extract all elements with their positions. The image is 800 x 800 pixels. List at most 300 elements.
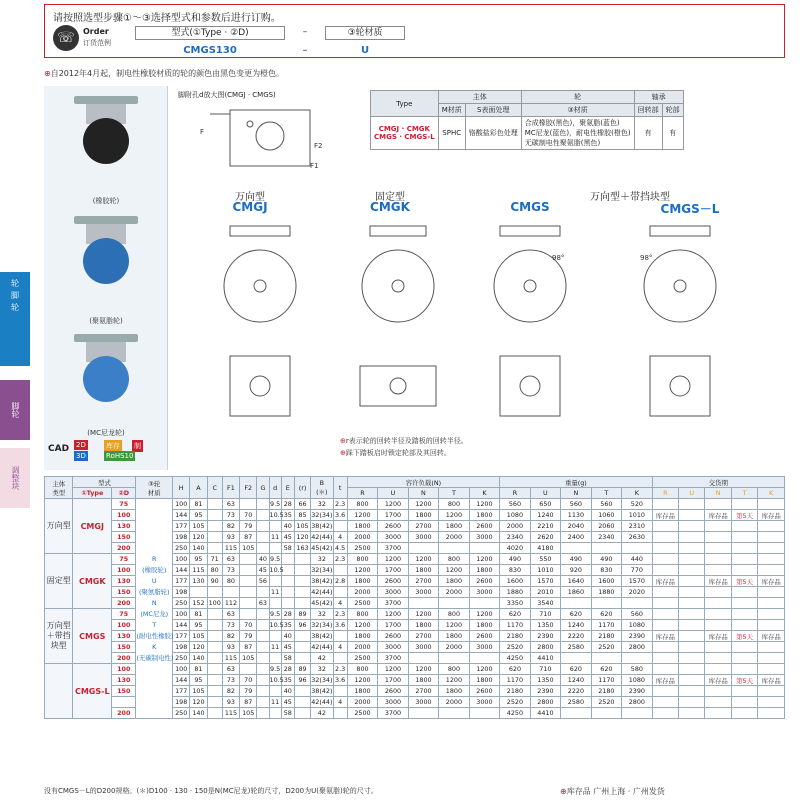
order-box bbox=[44, 4, 785, 58]
cell-b: 45(42) bbox=[311, 544, 333, 552]
cell-load-k: 3000 bbox=[469, 532, 500, 543]
cell-r bbox=[294, 697, 310, 708]
th-del-t: T bbox=[731, 488, 757, 499]
cell-weight-t: 1880 bbox=[591, 587, 621, 598]
cell-load-t: 1800 bbox=[439, 686, 469, 697]
group-name: 万向型 bbox=[45, 499, 73, 554]
cell-load-r: 2000 bbox=[347, 587, 377, 598]
cell-delivery-t bbox=[731, 708, 757, 719]
detail-drawing bbox=[190, 104, 340, 174]
angle-label-2: 98° bbox=[640, 254, 653, 262]
cell-delivery-k bbox=[758, 642, 785, 653]
cell-weight-n bbox=[561, 708, 591, 719]
spec-data-table bbox=[44, 476, 785, 719]
cell-b: 42(44) bbox=[311, 588, 333, 596]
cell-r: 96 bbox=[294, 620, 310, 631]
cell-delivery-t bbox=[731, 642, 757, 653]
cell-load-k: 1800 bbox=[469, 565, 500, 576]
cell-c bbox=[207, 510, 222, 521]
cell-delivery-t bbox=[731, 620, 757, 631]
cell-h: 100 bbox=[173, 664, 190, 675]
cell-weight-t: 1170 bbox=[591, 620, 621, 631]
cell-weight-u: 1570 bbox=[530, 576, 560, 587]
cell-t: 2.3 bbox=[333, 499, 347, 510]
cell-load-t: 2000 bbox=[439, 642, 469, 653]
cell-e: 45 bbox=[281, 642, 294, 653]
cell-h: 198 bbox=[173, 532, 190, 543]
cell-b: 38(42) bbox=[311, 577, 333, 585]
cell-load-k: 1200 bbox=[469, 554, 500, 565]
order-field-material: ③轮材质 bbox=[325, 26, 405, 40]
cell-load-u: 1200 bbox=[378, 554, 408, 565]
th-load-r: R bbox=[347, 488, 377, 499]
cell-delivery-n bbox=[705, 653, 731, 664]
cell-t: 4 bbox=[333, 532, 347, 543]
cell-delivery-r bbox=[652, 708, 678, 719]
cell-t bbox=[333, 686, 347, 697]
cell-delivery-t bbox=[731, 521, 757, 532]
cell-delivery-n bbox=[705, 664, 731, 675]
badge-2d[interactable]: 2D bbox=[76, 441, 86, 449]
cell-load-u: 2600 bbox=[378, 631, 408, 642]
cell-load-t bbox=[439, 653, 469, 664]
cell-weight-k: 1080 bbox=[622, 620, 653, 631]
spec-mat: SPHC bbox=[438, 117, 465, 150]
cell-weight-t: 2060 bbox=[591, 521, 621, 532]
cell-f1: 73 bbox=[222, 675, 239, 686]
footnote-1: ⊕r表示轮的回转半径及踏板的回转半径。 bbox=[340, 437, 468, 445]
cell-weight-u: 650 bbox=[530, 499, 560, 510]
cell-weight-n: 1130 bbox=[561, 510, 591, 521]
cell-b: 42(44) bbox=[311, 533, 333, 541]
cell-t: 4 bbox=[333, 598, 347, 609]
spec-h-type: Type bbox=[371, 91, 439, 117]
cell-h: 144 bbox=[173, 675, 190, 686]
bottom-note: 没有CMGS－L的D200规格。(＊)D100 · 130 · 150是N(MC尼龙)轮的尺寸，D200为U(聚氨脂)轮的尺寸。 bbox=[44, 787, 378, 795]
cell-weight-n bbox=[561, 598, 591, 609]
cell-h: 250 bbox=[173, 543, 190, 554]
cell-a: 105 bbox=[190, 631, 207, 642]
cell-load-r: 1200 bbox=[347, 565, 377, 576]
cell-delivery-r bbox=[652, 664, 678, 675]
cell-f1: 63 bbox=[222, 554, 239, 565]
cell-load-n: 1800 bbox=[408, 620, 438, 631]
cell-delivery-t bbox=[731, 697, 757, 708]
cell-r: 89 bbox=[294, 609, 310, 620]
spec-wheel-mat: 合成橡胶(黑色)，聚氨脂(蓝色) MC尼龙(蓝色)，耐电性橡胶(橙色) 无碳制电性聚氨脂(黑色) bbox=[521, 117, 634, 150]
th-E: E bbox=[281, 477, 294, 499]
cell-load-k: 2600 bbox=[469, 576, 500, 587]
cell-weight-n: 560 bbox=[561, 499, 591, 510]
cell-load-k: 1800 bbox=[469, 510, 500, 521]
cell-load-u: 2600 bbox=[378, 521, 408, 532]
spec-types: CMGJ · CMGK CMGS · CMGS-L bbox=[371, 117, 439, 150]
cell-h: 177 bbox=[173, 631, 190, 642]
th-d: d bbox=[269, 477, 281, 499]
cell-c bbox=[207, 675, 222, 686]
cell-delivery-t: 第5天 bbox=[731, 510, 757, 521]
cell-f1: 73 bbox=[222, 620, 239, 631]
code-cmgj: CMGJ bbox=[232, 200, 268, 214]
cell-delivery-u bbox=[679, 554, 705, 565]
cell-weight-u: 550 bbox=[530, 554, 560, 565]
cell-a: 120 bbox=[190, 697, 207, 708]
cell-delivery-t: 第5天 bbox=[731, 675, 757, 686]
spec-h-wheel: 轮 bbox=[521, 91, 634, 104]
cell-load-r: 2000 bbox=[347, 532, 377, 543]
cell-f2: 105 bbox=[240, 708, 257, 719]
cell-load-k bbox=[469, 708, 500, 719]
cell-load-r: 1200 bbox=[347, 675, 377, 686]
side-tab-caster[interactable]: 轮 脚 轮 bbox=[0, 272, 30, 366]
cell-b: 32 bbox=[311, 499, 333, 510]
cell-a: 81 bbox=[190, 609, 207, 620]
th-load-n: N bbox=[408, 488, 438, 499]
cell-f2 bbox=[240, 587, 257, 598]
cell-delivery-r: 库存品 bbox=[652, 510, 678, 521]
cell-load-n: 2700 bbox=[408, 576, 438, 587]
cell-d bbox=[269, 598, 281, 609]
cell-load-k: 2600 bbox=[469, 521, 500, 532]
cell-delivery-t: 第5天 bbox=[731, 576, 757, 587]
side-tab-adjust[interactable]: 调整块 bbox=[0, 448, 30, 508]
cell-load-u: 2600 bbox=[378, 576, 408, 587]
cell-c bbox=[207, 686, 222, 697]
cell-weight-r: 830 bbox=[500, 565, 530, 576]
code-cmgs-l: CMGS－L bbox=[660, 202, 720, 216]
cell-g bbox=[257, 642, 269, 653]
cell-load-n: 3000 bbox=[408, 642, 438, 653]
cell-f1: 93 bbox=[222, 532, 239, 543]
cell-f2: 87 bbox=[240, 642, 257, 653]
caster-photo-nylon bbox=[74, 334, 138, 402]
cell-c bbox=[207, 653, 222, 664]
th-wheel-mat: ③轮 材质 bbox=[136, 477, 173, 499]
cell-weight-r: 1880 bbox=[500, 587, 530, 598]
cell-g bbox=[257, 510, 269, 521]
cell-g bbox=[257, 609, 269, 620]
cell-load-u: 3000 bbox=[378, 587, 408, 598]
cell-delivery-u bbox=[679, 609, 705, 620]
cell-a: 152 bbox=[190, 598, 207, 609]
cell-f2: 70 bbox=[240, 510, 257, 521]
cell-weight-u: 2010 bbox=[530, 587, 560, 598]
cell-g bbox=[257, 653, 269, 664]
cell-delivery-r bbox=[652, 554, 678, 565]
cell-delivery-r bbox=[652, 686, 678, 697]
cell-g bbox=[257, 664, 269, 675]
cell-g bbox=[257, 587, 269, 598]
cell-weight-u: 2210 bbox=[530, 521, 560, 532]
cell-delivery-u bbox=[679, 521, 705, 532]
cell-load-k: 2600 bbox=[469, 686, 500, 697]
cell-weight-t: 830 bbox=[591, 565, 621, 576]
cell-delivery-n: 库存品 bbox=[705, 675, 731, 686]
cell-load-u: 1700 bbox=[378, 565, 408, 576]
cell-weight-n: 920 bbox=[561, 565, 591, 576]
cell-g: 63 bbox=[257, 598, 269, 609]
cell-load-r: 2500 bbox=[347, 598, 377, 609]
cell-r bbox=[294, 565, 310, 576]
cell-weight-r: 4020 bbox=[500, 543, 530, 554]
cell-weight-k: 2390 bbox=[622, 686, 653, 697]
cell-delivery-u bbox=[679, 510, 705, 521]
cell-load-n bbox=[408, 708, 438, 719]
cell-f2 bbox=[240, 565, 257, 576]
cell-d: 150 bbox=[112, 642, 136, 653]
cell-g bbox=[257, 631, 269, 642]
spec-h-bearing: 轴承 bbox=[634, 91, 683, 104]
phone-icon: ☏ bbox=[53, 25, 79, 51]
cell-g bbox=[257, 675, 269, 686]
cell-a: 130 bbox=[190, 576, 207, 587]
cell-c bbox=[207, 631, 222, 642]
cell-weight-u: 2390 bbox=[530, 631, 560, 642]
cell-delivery-u bbox=[679, 620, 705, 631]
order-instruction: 请按照选型步骤①～③选择型式和参数后进行订购。 bbox=[53, 13, 281, 24]
cell-delivery-u bbox=[679, 587, 705, 598]
cell-delivery-t bbox=[731, 609, 757, 620]
cell-delivery-n bbox=[705, 620, 731, 631]
cell-load-n: 1800 bbox=[408, 675, 438, 686]
cell-delivery-u bbox=[679, 631, 705, 642]
cell-delivery-n bbox=[705, 565, 731, 576]
cell-load-r: 2500 bbox=[347, 708, 377, 719]
cell-weight-t: 1600 bbox=[591, 576, 621, 587]
cell-weight-k: 520 bbox=[622, 499, 653, 510]
cell-load-r: 1800 bbox=[347, 521, 377, 532]
cell-load-u: 1200 bbox=[378, 664, 408, 675]
cell-b: 32(34) bbox=[311, 566, 333, 574]
cell-d: 9.5 bbox=[270, 555, 281, 563]
cell-f2 bbox=[240, 664, 257, 675]
cell-load-n: 3000 bbox=[408, 532, 438, 543]
cell-weight-n: 2580 bbox=[561, 642, 591, 653]
cell-a: 120 bbox=[190, 642, 207, 653]
cell-delivery-t: 第5天 bbox=[731, 631, 757, 642]
cell-t bbox=[333, 653, 347, 664]
cell-h: 198 bbox=[173, 587, 190, 598]
cell-load-u: 2600 bbox=[378, 686, 408, 697]
cell-f1: 112 bbox=[222, 598, 239, 609]
cell-load-t: 800 bbox=[439, 664, 469, 675]
cell-weight-u: 1350 bbox=[530, 620, 560, 631]
cell-load-u: 3000 bbox=[378, 642, 408, 653]
cell-d: 75 bbox=[112, 499, 136, 510]
cell-d: 75 bbox=[112, 609, 136, 620]
cell-delivery-u bbox=[679, 675, 705, 686]
cell-r: 163 bbox=[294, 543, 310, 554]
cell-weight-k: 560 bbox=[622, 609, 653, 620]
cell-delivery-t bbox=[731, 543, 757, 554]
cell-d: 130 bbox=[112, 631, 136, 642]
spec-rot: 有 bbox=[634, 117, 662, 150]
cell-load-r: 2500 bbox=[347, 543, 377, 554]
cell-h: 250 bbox=[173, 653, 190, 664]
cell-delivery-r bbox=[652, 587, 678, 598]
th-type1: ①Type bbox=[73, 488, 112, 499]
th-F2: F2 bbox=[240, 477, 257, 499]
cell-weight-t bbox=[591, 653, 621, 664]
cell-load-t: 1800 bbox=[439, 521, 469, 532]
cell-weight-r: 1600 bbox=[500, 576, 530, 587]
cell-weight-k: 440 bbox=[622, 554, 653, 565]
cell-r bbox=[294, 554, 310, 565]
cell-a: 120 bbox=[190, 532, 207, 543]
cell-r bbox=[294, 708, 310, 719]
cell-a: 115 bbox=[190, 565, 207, 576]
cell-load-u: 1200 bbox=[378, 499, 408, 510]
cell-d bbox=[269, 576, 281, 587]
cell-weight-n: 2040 bbox=[561, 521, 591, 532]
cell-load-n: 3000 bbox=[408, 697, 438, 708]
cell-load-u: 3000 bbox=[378, 532, 408, 543]
cell-c bbox=[207, 521, 222, 532]
cell-load-r: 800 bbox=[347, 664, 377, 675]
th-B: B (＊) bbox=[311, 477, 333, 499]
cell-f2: 70 bbox=[240, 620, 257, 631]
cell-weight-r: 1080 bbox=[500, 510, 530, 521]
cell-g bbox=[257, 697, 269, 708]
cell-c bbox=[207, 543, 222, 554]
th-C: C bbox=[207, 477, 222, 499]
cell-weight-t: 2520 bbox=[591, 697, 621, 708]
cell-delivery-r: 库存品 bbox=[652, 631, 678, 642]
cell-d: 150 bbox=[112, 532, 136, 543]
cell-weight-k: 2800 bbox=[622, 697, 653, 708]
cell-r bbox=[294, 576, 310, 587]
cell-b: 38(42) bbox=[311, 687, 333, 695]
cell-load-n: 1800 bbox=[408, 565, 438, 576]
cell-g bbox=[257, 499, 269, 510]
cell-h: 250 bbox=[173, 708, 190, 719]
cell-r bbox=[294, 631, 310, 642]
cell-weight-n bbox=[561, 653, 591, 664]
cell-weight-n: 1240 bbox=[561, 620, 591, 631]
th-wt-r: R bbox=[500, 488, 530, 499]
cell-weight-r: 2520 bbox=[500, 697, 530, 708]
cell-b: 45(42) bbox=[311, 599, 333, 607]
th-load-k: K bbox=[469, 488, 500, 499]
cell-f1: 63 bbox=[222, 499, 239, 510]
cell-weight-k: 2020 bbox=[622, 587, 653, 598]
side-tab-wheel[interactable]: 脚轮 bbox=[0, 380, 30, 440]
cell-delivery-u bbox=[679, 576, 705, 587]
title-swivel-brake: 万向型＋带挡块型 bbox=[590, 192, 670, 203]
cell-load-n: 3000 bbox=[408, 587, 438, 598]
cell-h: 144 bbox=[173, 510, 190, 521]
cell-h: 250 bbox=[173, 598, 190, 609]
cell-delivery-u bbox=[679, 697, 705, 708]
cell-t: 4 bbox=[333, 697, 347, 708]
cell-a: 140 bbox=[190, 708, 207, 719]
cell-delivery-t bbox=[731, 499, 757, 510]
cell-load-u: 1700 bbox=[378, 675, 408, 686]
cell-d: 130 bbox=[112, 521, 136, 532]
cell-delivery-u bbox=[679, 499, 705, 510]
cell-weight-k: 2390 bbox=[622, 631, 653, 642]
th-F1: F1 bbox=[222, 477, 239, 499]
cell-b: 42 bbox=[311, 708, 333, 719]
cell-load-k: 3000 bbox=[469, 642, 500, 653]
cell-f1 bbox=[222, 587, 239, 598]
cell-h: 144 bbox=[173, 620, 190, 631]
cell-d bbox=[269, 521, 281, 532]
cell-d bbox=[269, 708, 281, 719]
cell-load-k: 2600 bbox=[469, 631, 500, 642]
cell-delivery-n bbox=[705, 532, 731, 543]
cell-c bbox=[207, 499, 222, 510]
cell-c bbox=[207, 697, 222, 708]
cell-delivery-r bbox=[652, 642, 678, 653]
cell-weight-n: 1240 bbox=[561, 675, 591, 686]
cell-a: 140 bbox=[190, 653, 207, 664]
cell-delivery-k bbox=[758, 521, 785, 532]
caption-nylon: (MC尼龙轮) bbox=[87, 429, 125, 437]
cell-load-u: 3700 bbox=[378, 598, 408, 609]
cell-load-k: 1800 bbox=[469, 675, 500, 686]
cell-d: 100 bbox=[112, 565, 136, 576]
spec-h-body: 主体 bbox=[438, 91, 521, 104]
cell-delivery-k: 库存品 bbox=[758, 510, 785, 521]
cell-load-t: 1200 bbox=[439, 565, 469, 576]
badge-3d[interactable]: 3D bbox=[76, 452, 86, 460]
cell-t: 2.3 bbox=[333, 609, 347, 620]
cell-c bbox=[207, 587, 222, 598]
cell-delivery-r bbox=[652, 598, 678, 609]
cell-load-t: 1200 bbox=[439, 620, 469, 631]
cell-weight-r: 4250 bbox=[500, 653, 530, 664]
cell-weight-r: 620 bbox=[500, 609, 530, 620]
cell-b: 42(44) bbox=[311, 698, 333, 706]
cell-e bbox=[281, 598, 294, 609]
cell-weight-t: 2340 bbox=[591, 532, 621, 543]
cell-load-r: 1200 bbox=[347, 620, 377, 631]
cell-t: 2.3 bbox=[333, 664, 347, 675]
cell-d: 150 bbox=[112, 587, 136, 598]
cell-weight-u: 2620 bbox=[530, 532, 560, 543]
th-load: 容许负载(N) bbox=[347, 477, 499, 488]
cell-delivery-k bbox=[758, 499, 785, 510]
code-cmgs: CMGS bbox=[510, 200, 550, 214]
cell-delivery-u bbox=[679, 543, 705, 554]
cell-delivery-n bbox=[705, 708, 731, 719]
cell-c: 90 bbox=[207, 576, 222, 587]
cell-load-t: 1800 bbox=[439, 631, 469, 642]
cell-delivery-k bbox=[758, 532, 785, 543]
cell-e: 35 bbox=[281, 510, 294, 521]
cell-d: 100 bbox=[112, 620, 136, 631]
cell-weight-t: 1170 bbox=[591, 675, 621, 686]
cell-weight-n: 620 bbox=[561, 609, 591, 620]
cell-delivery-n: 库存品 bbox=[705, 631, 731, 642]
cell-load-u: 3700 bbox=[378, 543, 408, 554]
cell-load-n bbox=[408, 543, 438, 554]
cell-load-r: 2500 bbox=[347, 653, 377, 664]
cell-t: 4 bbox=[333, 642, 347, 653]
cell-delivery-n: 库存品 bbox=[705, 510, 731, 521]
cell-load-n: 1200 bbox=[408, 554, 438, 565]
cell-a: 95 bbox=[190, 620, 207, 631]
cell-weight-r: 2520 bbox=[500, 642, 530, 653]
cell-delivery-n bbox=[705, 598, 731, 609]
cell-t: 4.5 bbox=[333, 543, 347, 554]
cell-g bbox=[257, 543, 269, 554]
cell-weight-r: 2180 bbox=[500, 631, 530, 642]
cell-delivery-u bbox=[679, 598, 705, 609]
cell-weight-u: 2800 bbox=[530, 697, 560, 708]
cell-delivery-t bbox=[731, 664, 757, 675]
